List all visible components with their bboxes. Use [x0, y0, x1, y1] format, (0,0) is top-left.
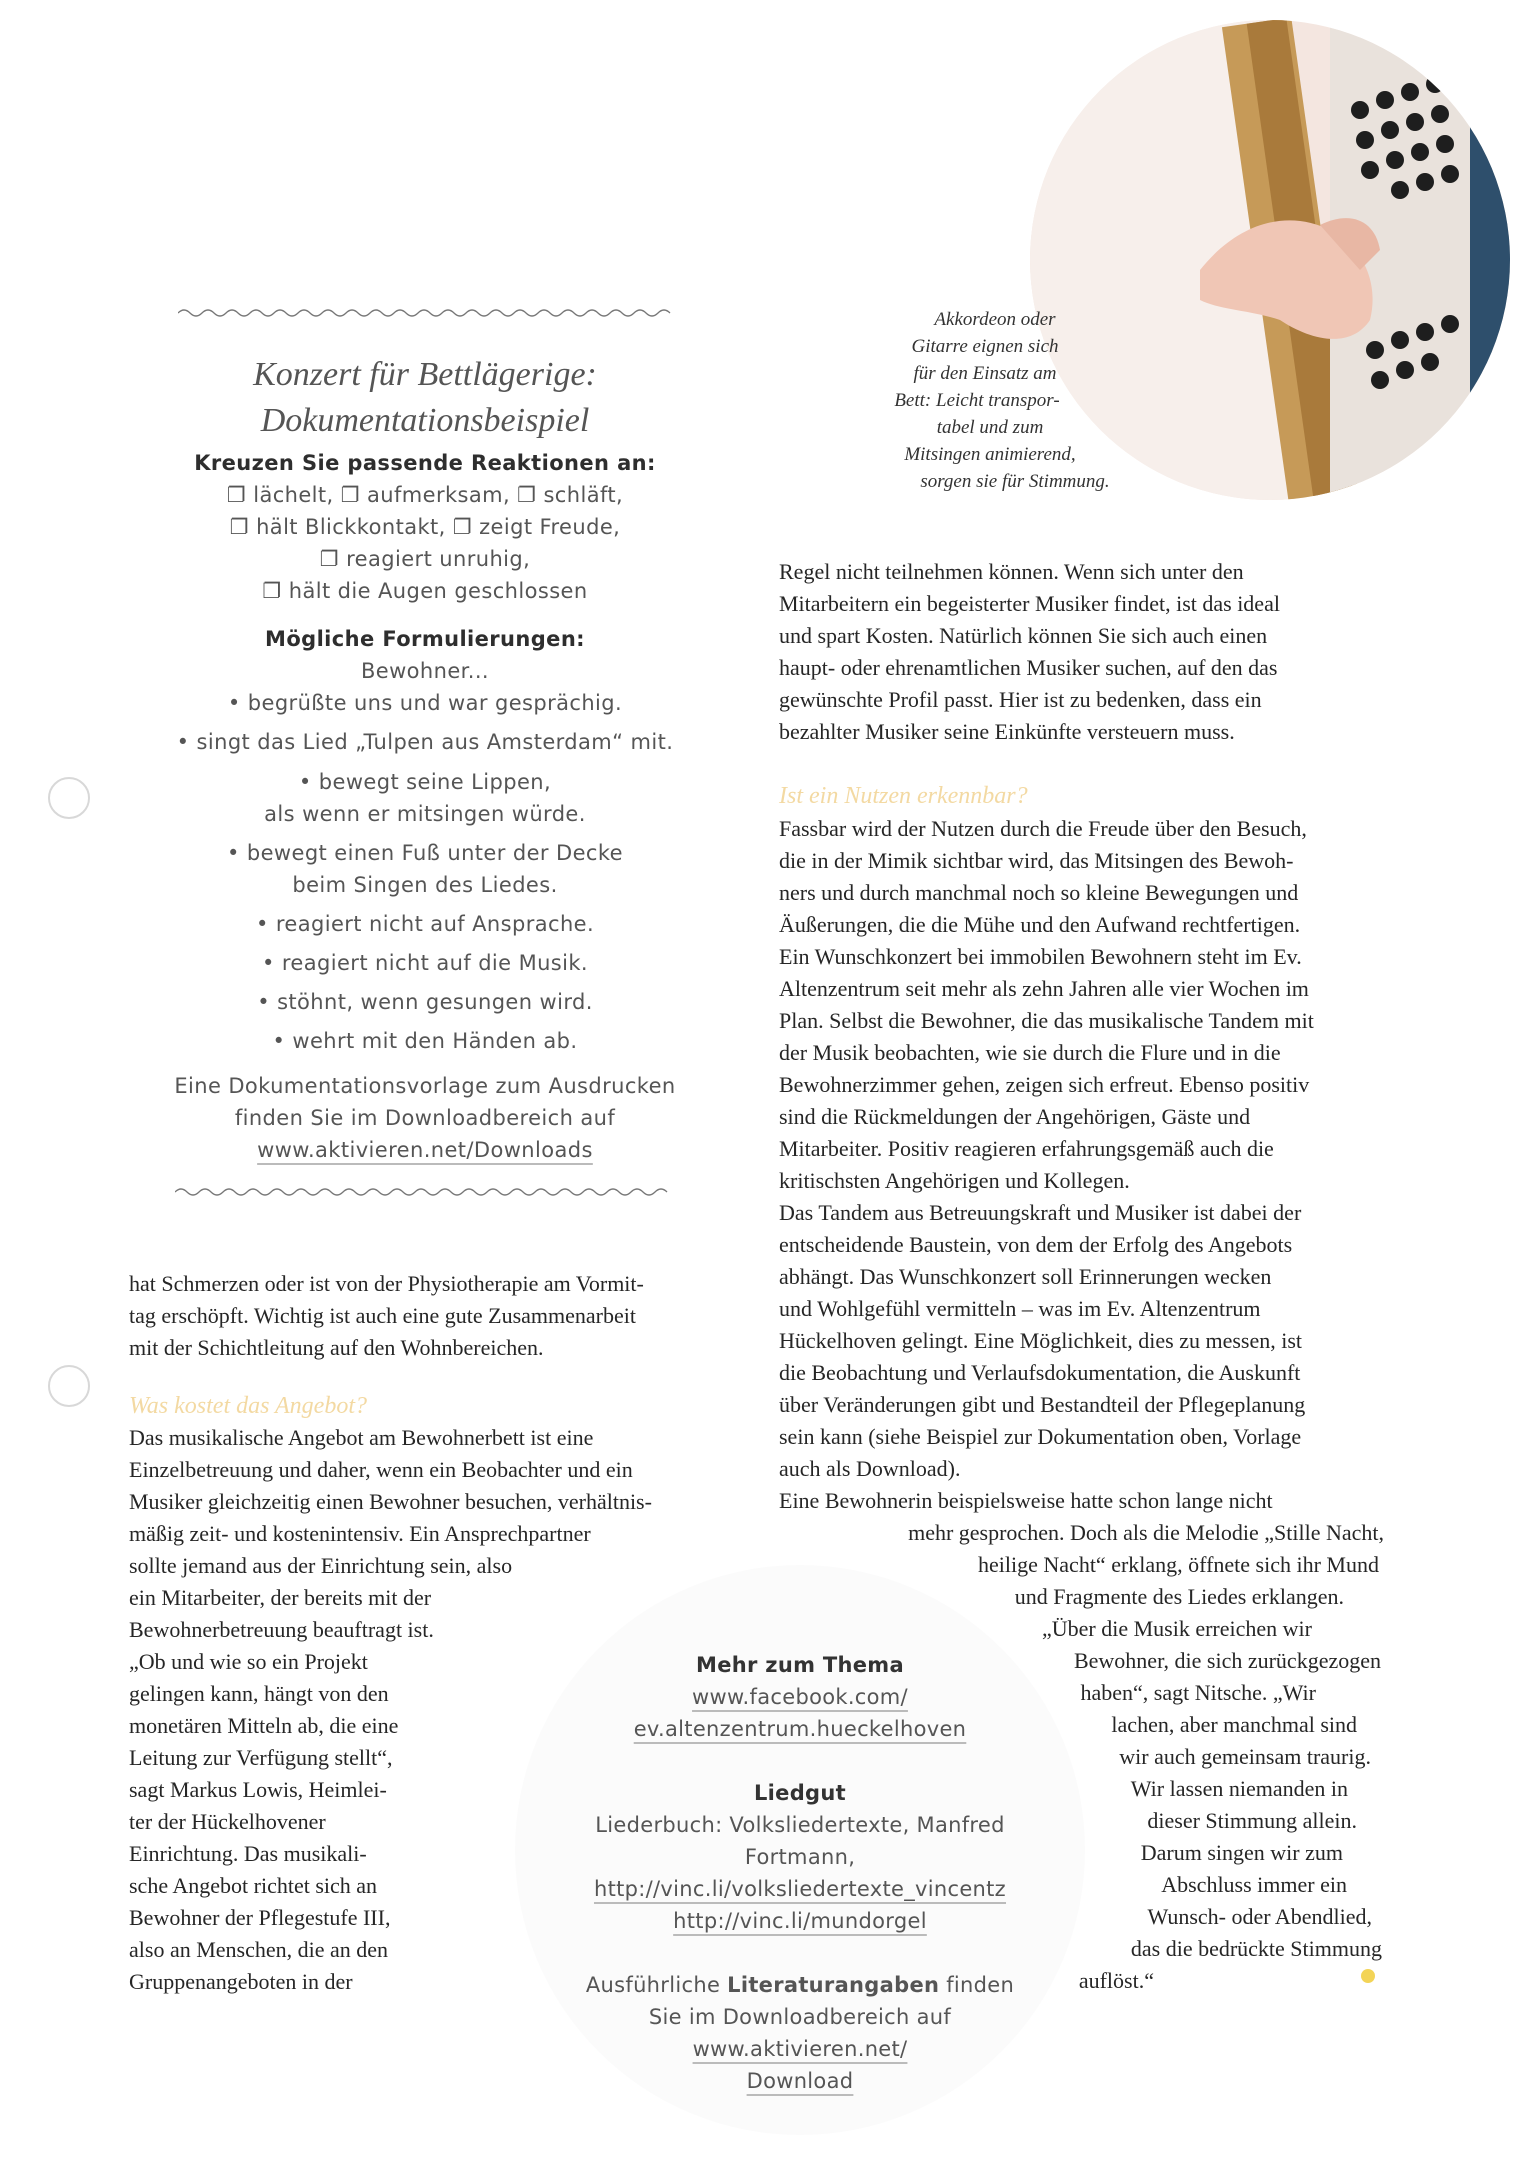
songbook-line: Fortmann, [744, 1845, 856, 1869]
text-line: „Über die Musik erreichen wir [1041, 1616, 1312, 1641]
text-line: ners und durch manchmal noch so kleine Bewegungen und [779, 880, 1299, 905]
facebook-link-cont[interactable]: ev.altenzentrum.hueckelhoven [633, 1717, 967, 1741]
end-marker-dot [1361, 1969, 1375, 1983]
text-line: kritischsten Angehörigen und Kollegen. [779, 1168, 1130, 1193]
text-line: sche Angebot richtet sich an [129, 1873, 378, 1898]
text-line: das die bedrückte Stimmung [1130, 1936, 1382, 1961]
text-line: Einrichtung. Das musikali- [129, 1841, 367, 1866]
punch-hole [48, 777, 90, 819]
text-line: Äußerungen, die die Mühe und den Aufwand rechtfertigen. [779, 912, 1301, 937]
text-line: sind die Rückmeldungen der Angehörigen, Gäste und [779, 1104, 1251, 1129]
text-line: gewünschte Profil passt. Hier ist zu bedenken, dass ein [779, 687, 1262, 712]
text-line: mehr gesprochen. Doch als die Melodie „Stille Nacht, [908, 1520, 1384, 1545]
section-heading-cost: Was kostet das Angebot? [129, 1393, 367, 1419]
more-topic-heading: Mehr zum Thema [696, 1653, 904, 1677]
text-line: Plan. Selbst die Bewohner, die das musikalische Tandem mit [779, 1008, 1314, 1033]
text-line: die in der Mimik sichtbar wird, das Mitsingen des Bewoh- [779, 848, 1294, 873]
text-line: auflöst.“ [1078, 1968, 1154, 1993]
box-title-line: Konzert für Bettlägerige: [253, 356, 597, 393]
text-line: Abschluss immer ein [1161, 1872, 1347, 1897]
text-line: und Fragmente des Liedes erklangen. [1014, 1584, 1344, 1609]
link-row [515, 1713, 1085, 1745]
right-paragraph-2 [779, 813, 1314, 1517]
text-line: und spart Kosten. Natürlich können Sie sich auch einen [779, 623, 1268, 648]
literature-link[interactable]: www.aktivieren.net/ [692, 2037, 908, 2061]
phrase-item: • stöhnt, wenn gesungen wird. [160, 986, 690, 1018]
box-footer-line: Eine Dokumentationsvorlage zum Ausdrucken [174, 1074, 676, 1098]
wavy-divider-bottom [175, 1185, 675, 1199]
text-line: haben“, sagt Nitsche. „Wir [1080, 1680, 1316, 1705]
text-line: sein kann (siehe Beispiel zur Dokumentation oben, Vorlage [779, 1424, 1302, 1449]
phrase-item: • bewegt einen Fuß unter der Decke [160, 837, 690, 869]
link-row [515, 1873, 1085, 1905]
literature-link-cont[interactable]: Download [746, 2069, 854, 2093]
text-line: Darum singen wir zum [1140, 1840, 1343, 1865]
text-line: sollte jemand aus der Einrichtung sein, also [129, 1553, 513, 1578]
box-footer-line: finden Sie im Downloadbereich auf [234, 1106, 616, 1130]
text-line: Einzelbetreuung und daher, wenn ein Beobachter und ein [129, 1457, 633, 1482]
text-line: tag erschöpft. Wichtig ist auch eine gute Zusammenarbeit [129, 1303, 636, 1328]
literature-bold: Literaturangaben [727, 1973, 940, 1997]
facebook-link[interactable]: www.facebook.com/ [692, 1685, 908, 1709]
text-line: Musiker gleichzeitig einen Bewohner besuchen, verhältnis- [129, 1489, 652, 1514]
text-line: „Ob und wie so ein Projekt [129, 1649, 368, 1674]
box-footer-link-row [160, 1134, 690, 1166]
text-line: Das Tandem aus Betreuungskraft und Musiker ist dabei der [779, 1200, 1302, 1225]
text-line: Bewohnerbetreuung beauftragt ist. [129, 1617, 434, 1642]
literature-line: Sie im Downloadbereich auf [648, 2005, 952, 2029]
text-line: Ein Wunschkonzert bei immobilen Bewohnern steht im Ev. [779, 944, 1302, 969]
section-heading-benefit: Ist ein Nutzen erkennbar? [779, 783, 1028, 809]
phrase-item: • begrüßte uns und war gesprächig. [160, 687, 690, 719]
text-line: dieser Stimmung allein. [1147, 1808, 1357, 1833]
downloads-link[interactable]: www.aktivieren.net/Downloads [257, 1138, 593, 1162]
text-line: ein Mitarbeiter, der bereits mit der [129, 1585, 432, 1610]
phrases-heading: Mögliche Formulierungen: [265, 627, 585, 651]
wavy-divider-top [178, 306, 678, 320]
text-line: auch als Download). [779, 1456, 961, 1481]
text-line: hat Schmerzen oder ist von der Physiotherapie am Vormit- [129, 1271, 644, 1296]
phrase-item: • reagiert nicht auf die Musik. [160, 947, 690, 979]
link-row [515, 2033, 1085, 2065]
text-line: Fassbar wird der Nutzen durch die Freude über den Besuch, [779, 816, 1307, 841]
checkbox-line: ❐ hält Blickkontakt, ❐ zeigt Freude, [160, 511, 690, 543]
text-line: also an Menschen, die an den [129, 1937, 389, 1962]
text-line: monetären Mitteln ab, die eine [129, 1713, 399, 1738]
checkbox-line: ❐ hält die Augen geschlossen [160, 575, 690, 607]
caption-line: sorgen sie für Stimmung. [920, 471, 1110, 492]
text-line: Mitarbeiter. Positiv reagieren erfahrungsgemäß auch die [779, 1136, 1274, 1161]
box-title-line: Dokumentationsbeispiel [260, 402, 590, 439]
phrase-item-cont: beim Singen des Liedes. [292, 873, 558, 897]
text-line: mäßig zeit- und kostenintensiv. Ein Ansprechpartner [129, 1521, 591, 1546]
text-line: Wir lassen niemanden in [1130, 1776, 1348, 1801]
caption-line: Mitsingen animierend, [904, 444, 1076, 465]
phrase-item: • reagiert nicht auf Ansprache. [160, 908, 690, 940]
songbook-line: Liederbuch: Volksliedertexte, Manfred [595, 1813, 1005, 1837]
caption-line: tabel und zum [936, 417, 1044, 438]
link-row [515, 1681, 1085, 1713]
text-line: Bewohner, die sich zurückgezogen [1073, 1648, 1381, 1673]
text-line: entscheidende Baustein, von dem der Erfolg des Angebots [779, 1232, 1293, 1257]
text-line: abhängt. Das Wunschkonzert soll Erinnerungen wecken [779, 1264, 1272, 1289]
literature-pre: Ausführliche [585, 1973, 728, 1997]
caption-line: Bett: Leicht transpor- [894, 390, 1060, 411]
text-line: Bewohner der Pflegestufe III, [129, 1905, 391, 1930]
mundorgel-link[interactable]: http://vinc.li/mundorgel [673, 1909, 927, 1933]
caption-line: für den Einsatz am [913, 363, 1057, 384]
text-line: Das musikalische Angebot am Bewohnerbett ist eine [129, 1425, 594, 1450]
text-line: Altenzentrum seit mehr als zehn Jahren alle vier Wochen im [779, 976, 1309, 1001]
text-line: Bewohnerzimmer gehen, zeigen sich erfreut. Ebenso positiv [779, 1072, 1310, 1097]
literature-post: finden [939, 1973, 1015, 1997]
text-line: Gruppenangeboten in der [129, 1969, 353, 1994]
literature-line [515, 1969, 1085, 2001]
phrase-item-cont: als wenn er mitsingen würde. [264, 802, 586, 826]
text-line: Hückelhoven gelingt. Eine Möglichkeit, dies zu messen, ist [779, 1328, 1303, 1353]
link-row [515, 1905, 1085, 1937]
checkbox-line: ❐ reagiert unruhig, [160, 543, 690, 575]
text-line: der Musik beobachten, wie sie durch die Flure und in die [779, 1040, 1281, 1065]
photo-caption [820, 306, 1120, 495]
text-line: lachen, aber manchmal sind [1111, 1712, 1357, 1737]
text-line: heilige Nacht“ erklang, öffnete sich ihr Mund [978, 1552, 1379, 1577]
text-line: gelingen kann, hängt von den [129, 1681, 389, 1706]
text-line: wir auch gemeinsam traurig. [1119, 1744, 1371, 1769]
text-line: bezahlter Musiker seine Einkünfte versteuern muss. [779, 719, 1235, 744]
phrases-intro: Bewohner... [360, 659, 490, 683]
box-title [175, 352, 675, 444]
checkbox-line: ❐ lächelt, ❐ aufmerksam, ❐ schläft, [160, 479, 690, 511]
text-line: und Wohlgefühl vermitteln – was im Ev. Altenzentrum [779, 1296, 1261, 1321]
text-line: Regel nicht teilnehmen können. Wenn sich unter den [779, 559, 1244, 584]
text-line: Mitarbeitern ein begeisterter Musiker findet, ist das ideal [779, 591, 1280, 616]
phrase-item: • singt das Lied „Tulpen aus Amsterdam“ mit. [160, 726, 690, 758]
songs-heading: Liedgut [754, 1781, 846, 1805]
left-paragraph-1 [129, 1268, 644, 1364]
text-line: haupt- oder ehrenamtlichen Musiker suchen, auf den das [779, 655, 1278, 680]
punch-hole [48, 1365, 90, 1407]
checkbox-heading: Kreuzen Sie passende Reaktionen an: [194, 451, 656, 475]
link-row [515, 2065, 1085, 2097]
text-line: Eine Bewohnerin beispielsweise hatte schon lange nicht [779, 1488, 1273, 1513]
text-line: mit der Schichtleitung auf den Wohnbereichen. [129, 1335, 544, 1360]
phrase-item: • bewegt seine Lippen, [160, 766, 690, 798]
phrase-item: • wehrt mit den Händen ab. [160, 1025, 690, 1057]
volkslieder-link[interactable]: http://vinc.li/volksliedertexte_vincentz [593, 1877, 1007, 1901]
text-line: über Veränderungen gibt und Bestandteil der Pflegeplanung [779, 1392, 1306, 1417]
text-line: Leitung zur Verfügung stellt“, [129, 1745, 393, 1770]
text-line: ter der Hückelhovener [129, 1809, 326, 1834]
caption-line: Akkordeon oder [934, 309, 1056, 330]
caption-line: Gitarre eignen sich [911, 336, 1059, 357]
text-line: Wunsch- oder Abendlied, [1147, 1904, 1372, 1929]
right-paragraph-1 [779, 556, 1280, 748]
text-line: sagt Markus Lowis, Heimlei- [129, 1777, 387, 1802]
text-line: die Beobachtung und Verlaufsdokumentation, die Auskunft [779, 1360, 1301, 1385]
